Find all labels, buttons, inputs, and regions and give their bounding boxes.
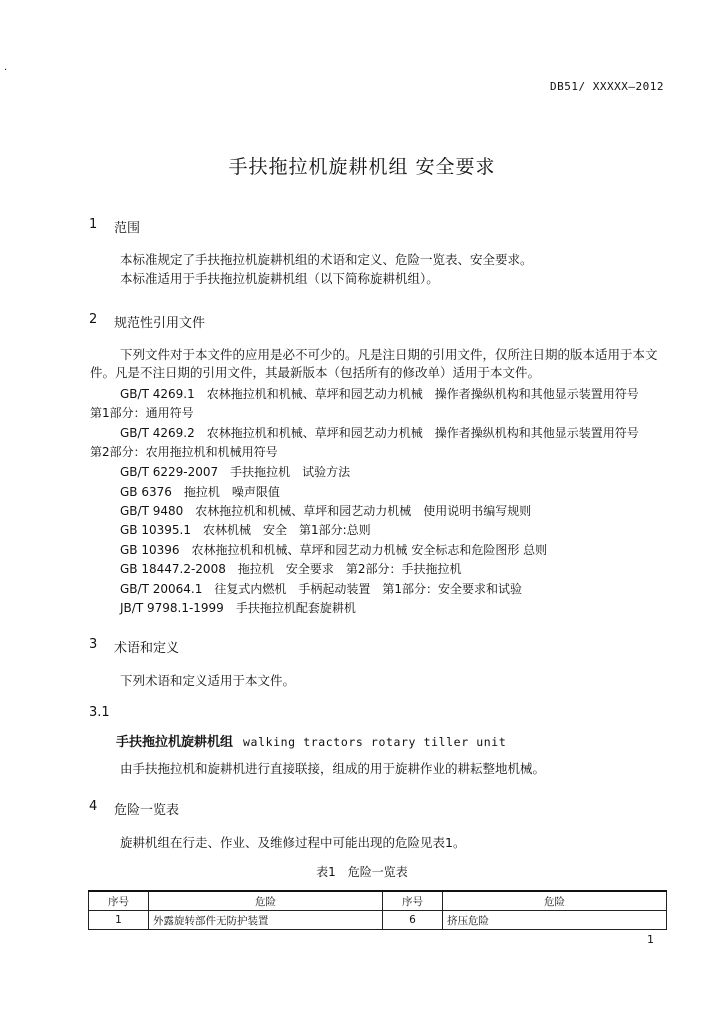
page-number: 1 bbox=[647, 933, 654, 946]
reference-item: GB 6376 拖拉机 噪声限值 bbox=[120, 485, 280, 499]
section-3-paragraph: 下列术语和定义适用于本文件。 bbox=[120, 673, 296, 688]
reference-item: GB/T 4269.1 农林拖拉机和机械、草坪和园艺动力机械 操作者操纵机构和其他显示装置用符号 bbox=[120, 387, 639, 401]
scan-margin-mark: . bbox=[4, 62, 8, 73]
section-4-heading: 危险一览表 bbox=[114, 803, 180, 818]
reference-item-continuation: 第2部分：农用拖拉机和机械用符号 bbox=[90, 445, 278, 459]
term-chinese: 手扶拖拉机旋耕机组 bbox=[116, 735, 234, 750]
table-row bbox=[89, 911, 667, 930]
reference-item: JB/T 9798.1-1999 手扶拖拉机配套旋耕机 bbox=[120, 601, 356, 615]
section-1-number: 1 bbox=[89, 217, 98, 232]
reference-item: GB/T 4269.2 农林拖拉机和机械、草坪和园艺动力机械 操作者操纵机构和其他显示装置用符号 bbox=[120, 426, 639, 440]
table-cell-index: 1 bbox=[89, 911, 149, 930]
reference-item: GB/T 6229-2007 手扶拖拉机 试验方法 bbox=[120, 465, 351, 479]
reference-item: GB 18447.2-2008 拖拉机 安全要求 第2部分：手扶拖拉机 bbox=[120, 562, 462, 576]
reference-item: GB/T 9480 农林拖拉机和机械、草坪和园艺动力机械 使用说明书编写规则 bbox=[120, 504, 532, 518]
table-header-row bbox=[89, 891, 667, 911]
section-1-paragraph-2: 本标准适用于手扶拖拉机旋耕机组（以下简称旋耕机组）。 bbox=[120, 271, 439, 286]
section-2-intro-line-2: 件。凡是不注日期的引用文件，其最新版本（包括所有的修改单）适用于本文件。 bbox=[90, 365, 541, 380]
column-header-index: 序号 bbox=[89, 891, 149, 911]
table-cell-index: 6 bbox=[383, 911, 443, 930]
document-id-header: DB51/ XXXXX—2012 bbox=[550, 80, 664, 93]
term-definition: 由手扶拖拉机和旋耕机进行直接联接，组成的用于旋耕作业的耕耘整地机械。 bbox=[120, 761, 546, 776]
column-header-hazard: 危险 bbox=[149, 891, 383, 911]
reference-item: GB 10395.1 农林机械 安全 第1部分:总则 bbox=[120, 523, 371, 537]
section-4-number: 4 bbox=[89, 799, 98, 814]
section-1-heading: 范围 bbox=[114, 221, 141, 236]
table-caption: 表1 危险一览表 bbox=[316, 865, 408, 879]
column-header-hazard: 危险 bbox=[443, 891, 667, 911]
subsection-3-1-number: 3.1 bbox=[89, 705, 110, 720]
table-cell-hazard: 外露旋转部件无防护装置 bbox=[149, 911, 383, 930]
table-cell-hazard: 挤压危险 bbox=[443, 911, 667, 930]
section-2-heading: 规范性引用文件 bbox=[114, 316, 206, 331]
column-header-index: 序号 bbox=[383, 891, 443, 911]
term-english: walking tractors rotary tiller unit bbox=[243, 735, 507, 749]
hazard-table bbox=[88, 890, 667, 930]
document-title: 手扶拖拉机旋耕机组 安全要求 bbox=[228, 156, 496, 178]
reference-item: GB 10396 农林拖拉机和机械、草坪和园艺动力机械 安全标志和危险图形 总则 bbox=[120, 543, 548, 557]
section-3-heading: 术语和定义 bbox=[114, 641, 180, 656]
reference-item-continuation: 第1部分：通用符号 bbox=[90, 406, 194, 420]
reference-item: GB/T 20064.1 往复式内燃机 手柄起动装置 第1部分：安全要求和试验 bbox=[120, 582, 522, 596]
section-3-number: 3 bbox=[89, 637, 98, 652]
term-line bbox=[116, 731, 506, 750]
section-1-paragraph-1: 本标准规定了手扶拖拉机旋耕机组的术语和定义、危险一览表、安全要求。 bbox=[120, 252, 533, 267]
section-4-paragraph: 旋耕机组在行走、作业、及维修过程中可能出现的危险见表1。 bbox=[120, 835, 466, 850]
section-2-number: 2 bbox=[89, 312, 98, 327]
section-2-intro-line-1: 下列文件对于本文件的应用是必不可少的。凡是注日期的引用文件，仅所注日期的版本适用于本文 bbox=[120, 347, 658, 362]
